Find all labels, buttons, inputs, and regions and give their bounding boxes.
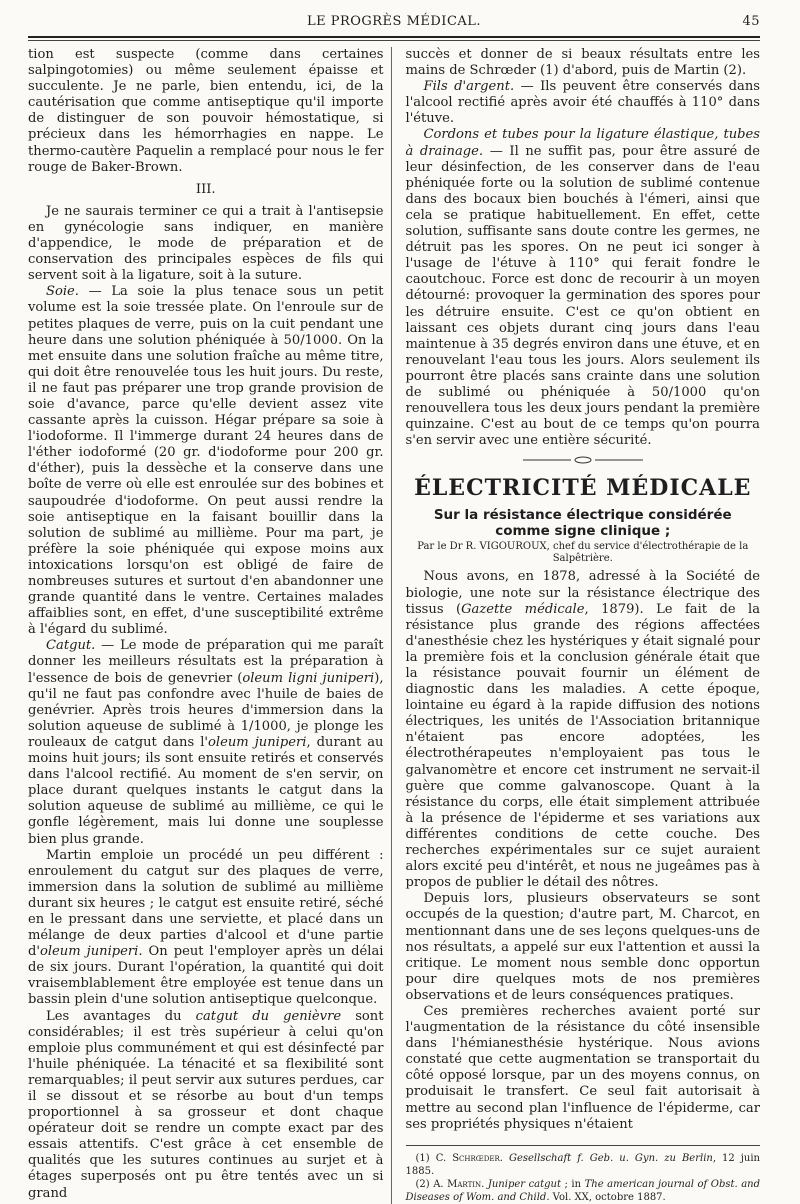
cordons-heading: Cordons et tubes pour la ligature élastique, tubes à drainage. (405, 127, 760, 159)
paragraph: succès et donner de si beaux résultats entre les mains de Schrœder (1) d'abord, puis de Martin (2). (405, 47, 760, 79)
article-title: Sur la résistance électrique considérée comme signe clinique ; (433, 507, 732, 540)
ornament-divider (406, 453, 761, 469)
footnote-1: (1) C. Schrœder. Gesellschaft f. Geb. u. Gyn. zu Berlin, 12 juin 1885. (405, 1152, 760, 1177)
journal-title: LE PROGRÈS MÉDICAL. (306, 14, 482, 29)
fils-heading: Fils d'argent. (423, 79, 515, 95)
two-column-body (28, 47, 760, 1204)
paragraph-cordons: Cordons et tubes pour la ligature élastique, tubes à drainage. — Il ne suffit pas, pour être assuré de leur désinfection, de les conserver dans de l'eau phéniquée forte ou la solution de sublimé contenue dans des bocaux bien bouchés à l'émeri, ainsi que cela se pratique habituellement. En effet, cette solution, suffisante sans doute contre les germes, ne détruit pas les spores. On ne peut ici songer à l'usage de l'étuve à 110° qui ferait fondre le caoutchouc. Force est donc de recourir à un moyen détourné: provoquer la germination des spores pour les détruire ensuite. C'est ce qu'on obtient en laissant ces objets durant cinq jours dans l'eau maintenue à 35 degrés environ dans une étuve, et en renouvelant l'eau tous les jours. Alors seulement ils pourront être placés sans crainte dans une solution de sublimé ou phéniquée à 50/1000 qu'on renouvellera tous les deux jours pendant la première quinzaine. C'est au bout de ce temps qu'on pourra s'en servir avec une entière sécurité. (405, 127, 760, 449)
paragraph: Ces premières recherches avaient porté sur l'augmentation de la résistance du côté insensible dans l'hémianesthésie hystérique. Nous avions constaté que cette augmentation se transportait du côté opposé lorsque, par un des moyens connus, on produisait le transfert. Ce seul fait autorisait à mettre au second plan l'influence de l'épiderme, car ses propriétés physiques n'étaient (405, 1003, 760, 1132)
article-byline: Par le Dr R. VIGOUROUX, chef du service d'électrothérapie de la Salpêtrière. (417, 541, 749, 565)
section-numeral: III. (195, 181, 216, 197)
right-column (406, 47, 761, 1204)
left-column (28, 47, 392, 1204)
page-number: 45 (742, 14, 760, 29)
soie-heading: Soie. (46, 284, 79, 300)
ornament-rule-icon (523, 456, 643, 464)
paragraph-fils: Fils d'argent. — Ils peuvent être conservés dans l'alcool rectifié après avoir été chauffés à 110° dans l'étuve. (405, 79, 760, 127)
footnotes (406, 1145, 761, 1204)
paragraph: Depuis lors, plusieurs observateurs se sont occupés de la question; d'autre part, M. Charcot, en mentionnant dans une de ses leçons quelques-uns de nos résultats, a appelé sur eux l'attention et aussi la critique. Le moment nous semble donc opportun pour dire quelques mots de nos premières observations et de leurs conséquences pratiques. (405, 891, 760, 1003)
running-header (28, 14, 760, 34)
paragraph: tion est suspecte (comme dans certaines salpingotomies) ou même seulement épaisse et succulente. Je ne parle, bien entendu, ici, de la cautérisation que comme antiseptique qu'il importe de distinguer de son pouvoir hémostatique, si précieux dans les hémorrhagies en nappe. Le thermo-cautère Paquelin a remplacé pour nous le fer rouge de Baker-Brown. (28, 47, 384, 175)
footnote-2: (2) A. Martin. Juniper catgut ; in The american journal of Obst. and Diseases of Wom. and Child. Vol. XX, octobre 1887. (405, 1178, 761, 1203)
paragraph: Je ne saurais terminer ce qui a trait à l'antisepsie en gynécologie sans indiquer, en manière d'appendice, le mode de préparation et de conservation des principales espèces de fils qui servent soit à la ligature, soit à la suture. (28, 203, 384, 284)
catgut-heading: Catgut. (46, 638, 96, 654)
header-rule (28, 36, 760, 41)
paragraph-soie: Soie. — La soie la plus tenace sous un petit volume est la soie tressée plate. On l'enroule sur de petites plaques de verre, puis on la cuit pendant une heure dans une solution phéniquée à 50/1000. On la met ensuite dans une solution fraîche au même titre, qui doit être renouvelée tous les huit jours. Du reste, il ne faut pas préparer une trop grande provision de soie d'avance, parce qu'elle devient assez vite cassante après la cuisson. Hégar prépare sa soie à l'iodoforme. Il l'immerge durant 24 heures dans de l'éther iodoformé (20 gr. d'iodoforme pour 200 gr. d'éther), puis la dessèche et la conserve dans une boîte de verre où elle est enroulée sur des bobines et saupoudrée d'iodoforme. On peut aussi rendre la soie antiseptique en la faisant bouillir dans la solution de sublimé au millième. Pour ma part, je préfère la soie phéniquée qui expose moins aux intoxications lorsqu'on est obligé de faire de nombreuses sutures et surtout d'en abandonner une grande quantité dans le ventre. Certaines malades affaiblies sont, en effet, d'une susceptibilité extrême à l'égard du sublimé. (28, 284, 384, 638)
paragraph-catgut: Catgut. — Le mode de préparation qui me paraît donner les meilleurs résultats est la préparation à l'essence de bois de genevrier (oleum ligni juniperi), qu'il ne faut pas confondre avec l'huile de baies de genévrier. Après trois heures d'immersion dans la solution aqueuse de sublimé à 1/1000, je plonge les rouleaux de catgut dans l'oleum juniperi, durant au moins huit jours; ils sont ensuite retirés et conservés dans l'alcool rectifié. Au moment de s'en servir, on place durant quelques instants le catgut dans la solution aqueuse de sublimé au millième, ce qui le gonfle légèrement, mais lui donne une souplesse bien plus grande. (28, 638, 384, 847)
paragraph: Les avantages du catgut du genièvre sont considérables; il est très supérieur à celui qu'on emploie plus communément et qui est désinfecté par l'huile phéniquée. La ténacité et sa flexibilité sont remarquables; il peut servir aux sutures perdues, car il se dissout et se résorbe au bout d'un temps proportionnel à sa grosseur et dont chaque opérateur doit se rendre un compte exact par des essais attentifs. C'est grâce à cet ensemble de qualités que les sutures continues au surjet et à étages superposés ont pu être tentés avec un si grand (28, 1008, 384, 1201)
section-heading: ÉLECTRICITÉ MÉDICALE (414, 475, 752, 502)
paragraph: Nous avons, en 1878, adressé à la Société de biologie, une note sur la résistance électrique des tissus (Gazette médicale, 1879). Le fait de la résistance plus grande des régions affectées d'anesthésie chez les hystériques y était signalé pour la première fois et la conclusion générale était que la résistance pouvait fournir un élément de diagnostic dans les maladies. A cette époque, lointaine eu égard à la rapide diffusion des notions électriques, les unités de l'Association britannique n'étaient pas encore adoptées, les électrothérapeutes n'employaient pas tous le galvanomètre et encore cet instrument ne servait-il guère que comme galvanoscope. Quant à la résistance du corps, elle était simplement attribuée à la présence de l'épiderme et ses variations aux différentes conditions de cette couche. Des recherches expérimentales sur ce sujet auraient alors excité peu d'intérêt, et nous ne jugeâmes pas à propos de publier le détail des nôtres. (405, 569, 760, 891)
paragraph: Martin emploie un procédé un peu différent : enroulement du catgut sur des plaques de verre, immersion dans la solution de sublimé au millième durant six heures ; le catgut est ensuite retiré, séché en le pressant dans une serviette, et placé dans un mélange de deux parties d'alcool et d'une partie d'oleum juniperi. On peut l'employer après un délai de six jours. Durant l'opération, la quantité qui doit vraisemblablement être employée est tenue dans un bassin plein d'une solution antiseptique quelconque. (28, 847, 384, 1008)
